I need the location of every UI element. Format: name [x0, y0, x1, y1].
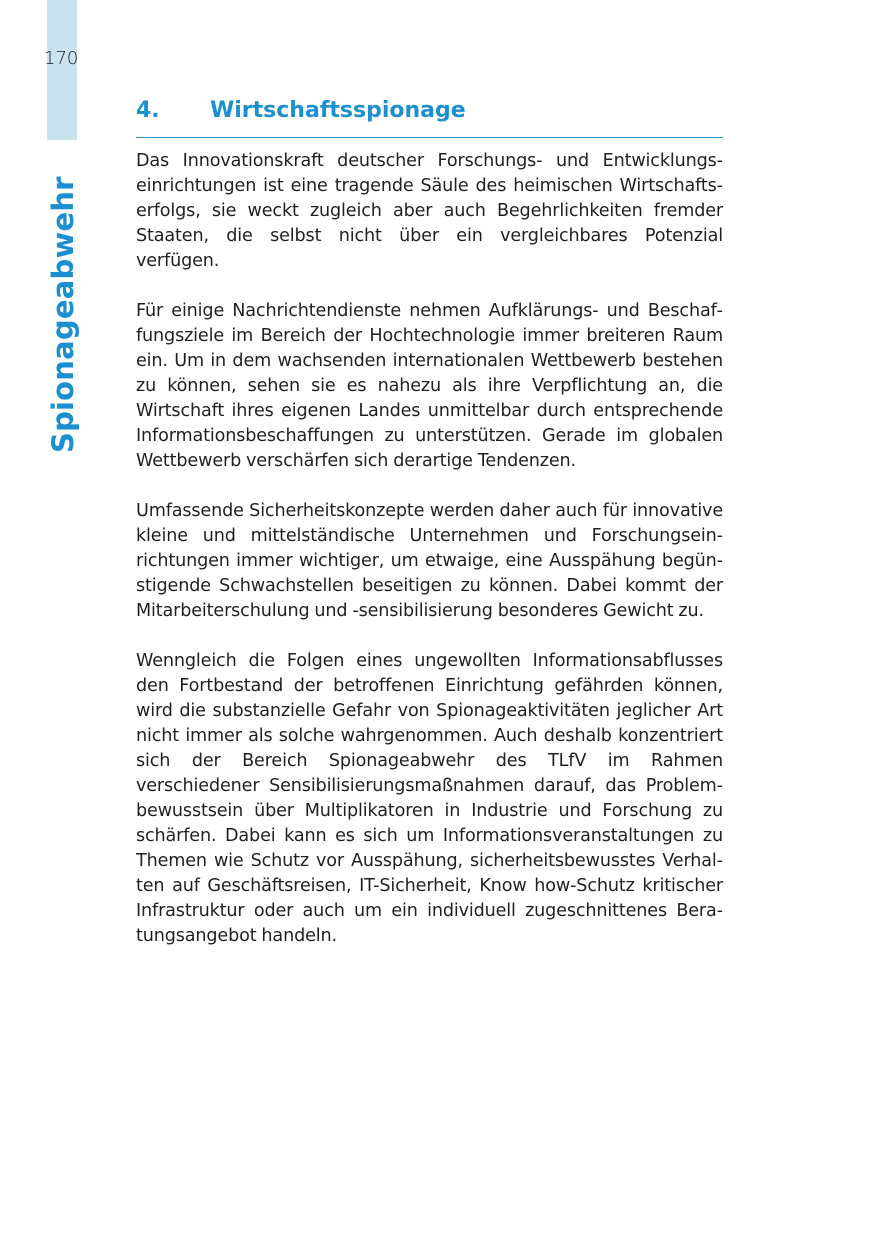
section-heading — [136, 98, 723, 138]
paragraph: Das Innovationskraft deutscher Forschungs- und Entwicklungseinrichtungen ist eine tragende Säule des heimischen Wirtschaftserfolgs, sie weckt zugleich aber auch Begehrlichkeiten fremder Staaten, die selbst nicht über ein vergleichbares Potenzial verfügen. — [136, 151, 723, 271]
section-title: Wirtschaftsspionage — [210, 98, 466, 123]
section-body — [136, 149, 723, 949]
paragraph: Umfassende Sicherheitskonzepte werden daher auch für innovative kleine und mittelständische Unternehmen und Forschungseinrichtungen immer wichtiger, um etwaige, eine Ausspähung begünstigende Schwachstellen beseitigen zu können. Dabei kommt der Mitarbeiterschulung und -sensibilisierung besonderes Gewicht zu. — [136, 501, 723, 621]
side-color-bar — [47, 0, 77, 140]
page-number: 170 — [44, 48, 79, 69]
section-number: 4. — [136, 98, 160, 123]
paragraph: Für einige Nachrichtendienste nehmen Aufklärungs- und Beschaffungsziele im Bereich der Hochtechnologie immer breiteren Raum ein. Um in dem wachsenden internationalen Wettbewerb bestehen zu können, sehen sie es nahezu als ihre Verpflichtung an, die Wirtschaft ihres eigenen Landes unmittelbar durch entsprechende Informationsbeschaffungen zu unterstützen. Gerade im globalen Wettbewerb verschärfen sich derartige Tendenzen. — [136, 301, 723, 471]
chapter-side-title: Spionageabwehr — [46, 176, 80, 453]
paragraph: Wenngleich die Folgen eines ungewollten Informationsabflusses den Fortbestand der betroffenen Einrichtung gefährden können, wird die substanzielle Gefahr von Spionageaktivitäten jeglicher Art nicht immer als solche wahrgenommen. Auch deshalb konzentriert sich der Bereich Spionageabwehr des TLfV im Rahmen verschiedener Sensibilisierungsmaßnahmen darauf, das Problembewusstsein über Multiplikatoren in Industrie und Forschung zu schärfen. Dabei kann es sich um Informationsveranstaltungen zu Themen wie Schutz vor Ausspähung, sicherheitsbewusstes Verhalten auf Geschäftsreisen, IT-Sicherheit, Know how-Schutz kritischer Infrastruktur oder auch um ein individuell zugeschnittenes Beratungsangebot handeln. — [136, 651, 723, 946]
main-content — [136, 98, 723, 949]
